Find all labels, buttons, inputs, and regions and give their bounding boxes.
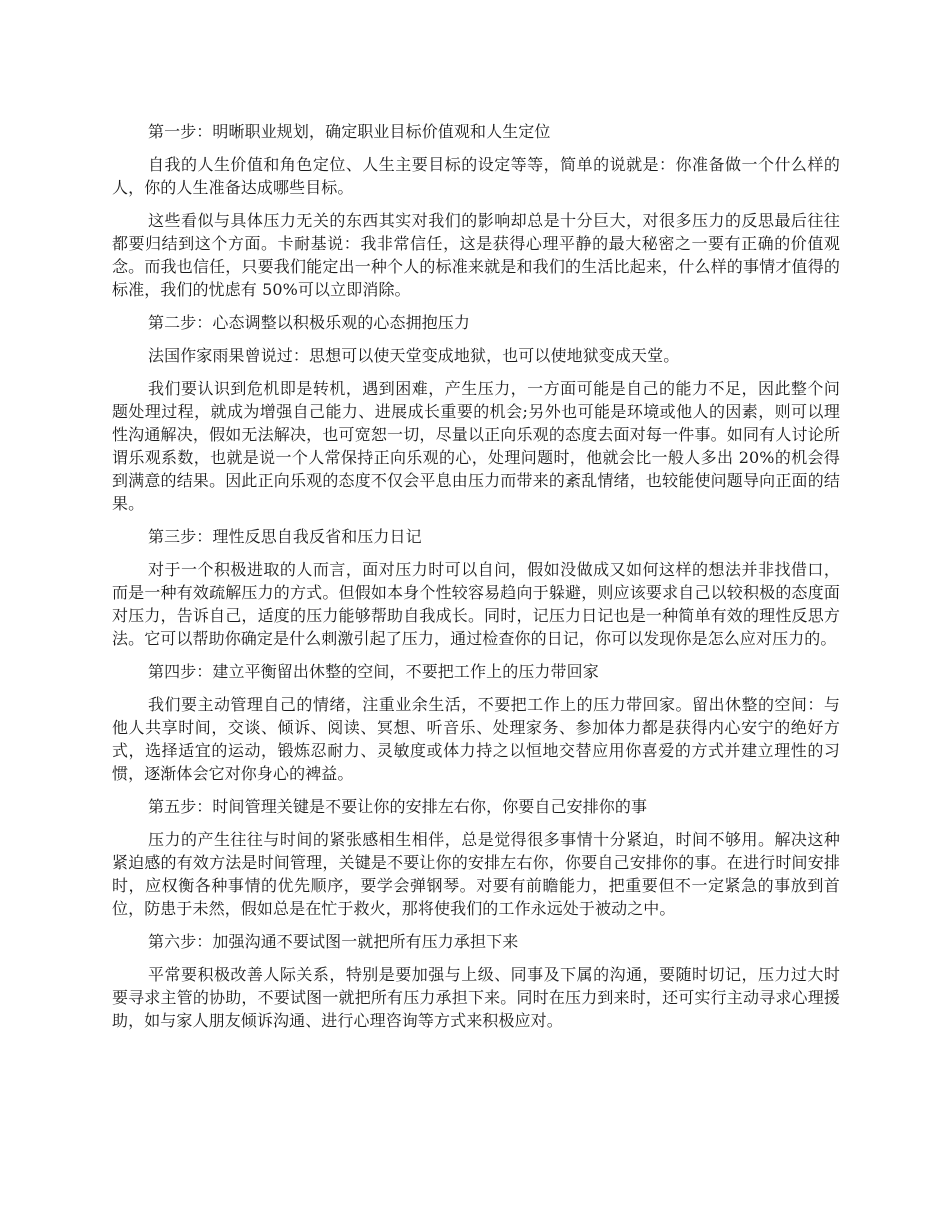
- step-heading-5: 第五步：时间管理关键是不要让你的安排左右你，你要自己安排你的事: [148, 797, 648, 816]
- step-heading-3: 第三步：理性反思自我反省和压力日记: [148, 527, 422, 546]
- paragraph: 对于一个积极进取的人而言，面对压力时可以自问，假如没做成又如何这样的想法并非找借口，而是一种有效疏解压力的方式。但假如本身个性较容易趋向于躲避，则应该要求自己以较积极的态度面对压力，告诉自己，适度的压力能够帮助自我成长。同时，记压力日记也是一种简单有效的理性反思方法。它可以帮助你确定是什么刺激引起了压力，通过检查你的日记，你可以发现你是怎么应对压力的。: [112, 560, 840, 648]
- document-page: [112, 120, 840, 1042]
- paragraph: 这些看似与具体压力无关的东西其实对我们的影响却总是十分巨大，对很多压力的反思最后往往都要归结到这个方面。卡耐基说：我非常信任，这是获得心理平静的最大秘密之一要有正确的价值观念。而我也信任，只要我们能定出一种个人的标准来就是和我们的生活比起来，什么样的事情才值得的标准，我们的忧虑有 50%可以立即消除。: [112, 211, 840, 299]
- paragraph: 平常要积极改善人际关系，特别是要加强与上级、同事及下属的沟通，要随时切记，压力过大时要寻求主管的协助，不要试图一就把所有压力承担下来。同时在压力到来时，还可实行主动寻求心理援助，如与家人朋友倾诉沟通、进行心理咨询等方式来积极应对。: [112, 965, 840, 1030]
- paragraph: 我们要主动管理自己的情绪，注重业余生活，不要把工作上的压力带回家。留出休整的空间：与他人共享时间，交谈、倾诉、阅读、冥想、听音乐、处理家务、参加体力都是获得内心安宁的绝好方式，选择适宜的运动，锻炼忍耐力、灵敏度或体力持之以恒地交替应用你喜爱的方式并建立理性的习惯，逐渐体会它对你身心的裨益。: [112, 695, 840, 783]
- step-heading-6: 第六步：加强沟通不要试图一就把所有压力承担下来: [148, 932, 519, 951]
- paragraph: 我们要认识到危机即是转机，遇到困难，产生压力，一方面可能是自己的能力不足，因此整个问题处理过程，就成为增强自己能力、进展成长重要的机会;另外也可能是环境或他人的因素，则可以理性沟通解决，假如无法解决，也可宽恕一切，尽量以正向乐观的态度去面对每一件事。如同有人讨论所谓乐观系数，也就是说一个人常保持正向乐观的心，处理问题时，他就会比一般人多出 20%的机会得到满意的结果。因此正向乐观的态度不仅会平息由压力而带来的紊乱情绪，也较能使问题导向正面的结果。: [112, 379, 840, 513]
- step-heading-1: 第一步：明晰职业规划，确定职业目标价值观和人生定位: [148, 122, 551, 141]
- paragraph: 法国作家雨果曾说过：思想可以使天堂变成地狱，也可以使地狱变成天堂。: [148, 346, 680, 365]
- step-heading-2: 第二步：心态调整以积极乐观的心态拥抱压力: [148, 313, 471, 332]
- paragraph: 自我的人生价值和角色定位、人生主要目标的设定等等，简单的说就是：你准备做一个什么样的人，你的人生准备达成哪些目标。: [112, 155, 840, 197]
- paragraph: 压力的产生往往与时间的紧张感相生相伴，总是觉得很多事情十分紧迫，时间不够用。解决这种紧迫感的有效方法是时间管理，关键是不要让你的安排左右你，你要自己安排你的事。在进行时间安排时，应权衡各种事情的优先顺序，要学会弹钢琴。对要有前瞻能力，把重要但不一定紧急的事放到首位，防患于未然，假如总是在忙于救火，那将使我们的工作永远处于被动之中。: [112, 830, 840, 918]
- step-heading-4: 第四步：建立平衡留出休整的空间，不要把工作上的压力带回家: [148, 662, 599, 681]
